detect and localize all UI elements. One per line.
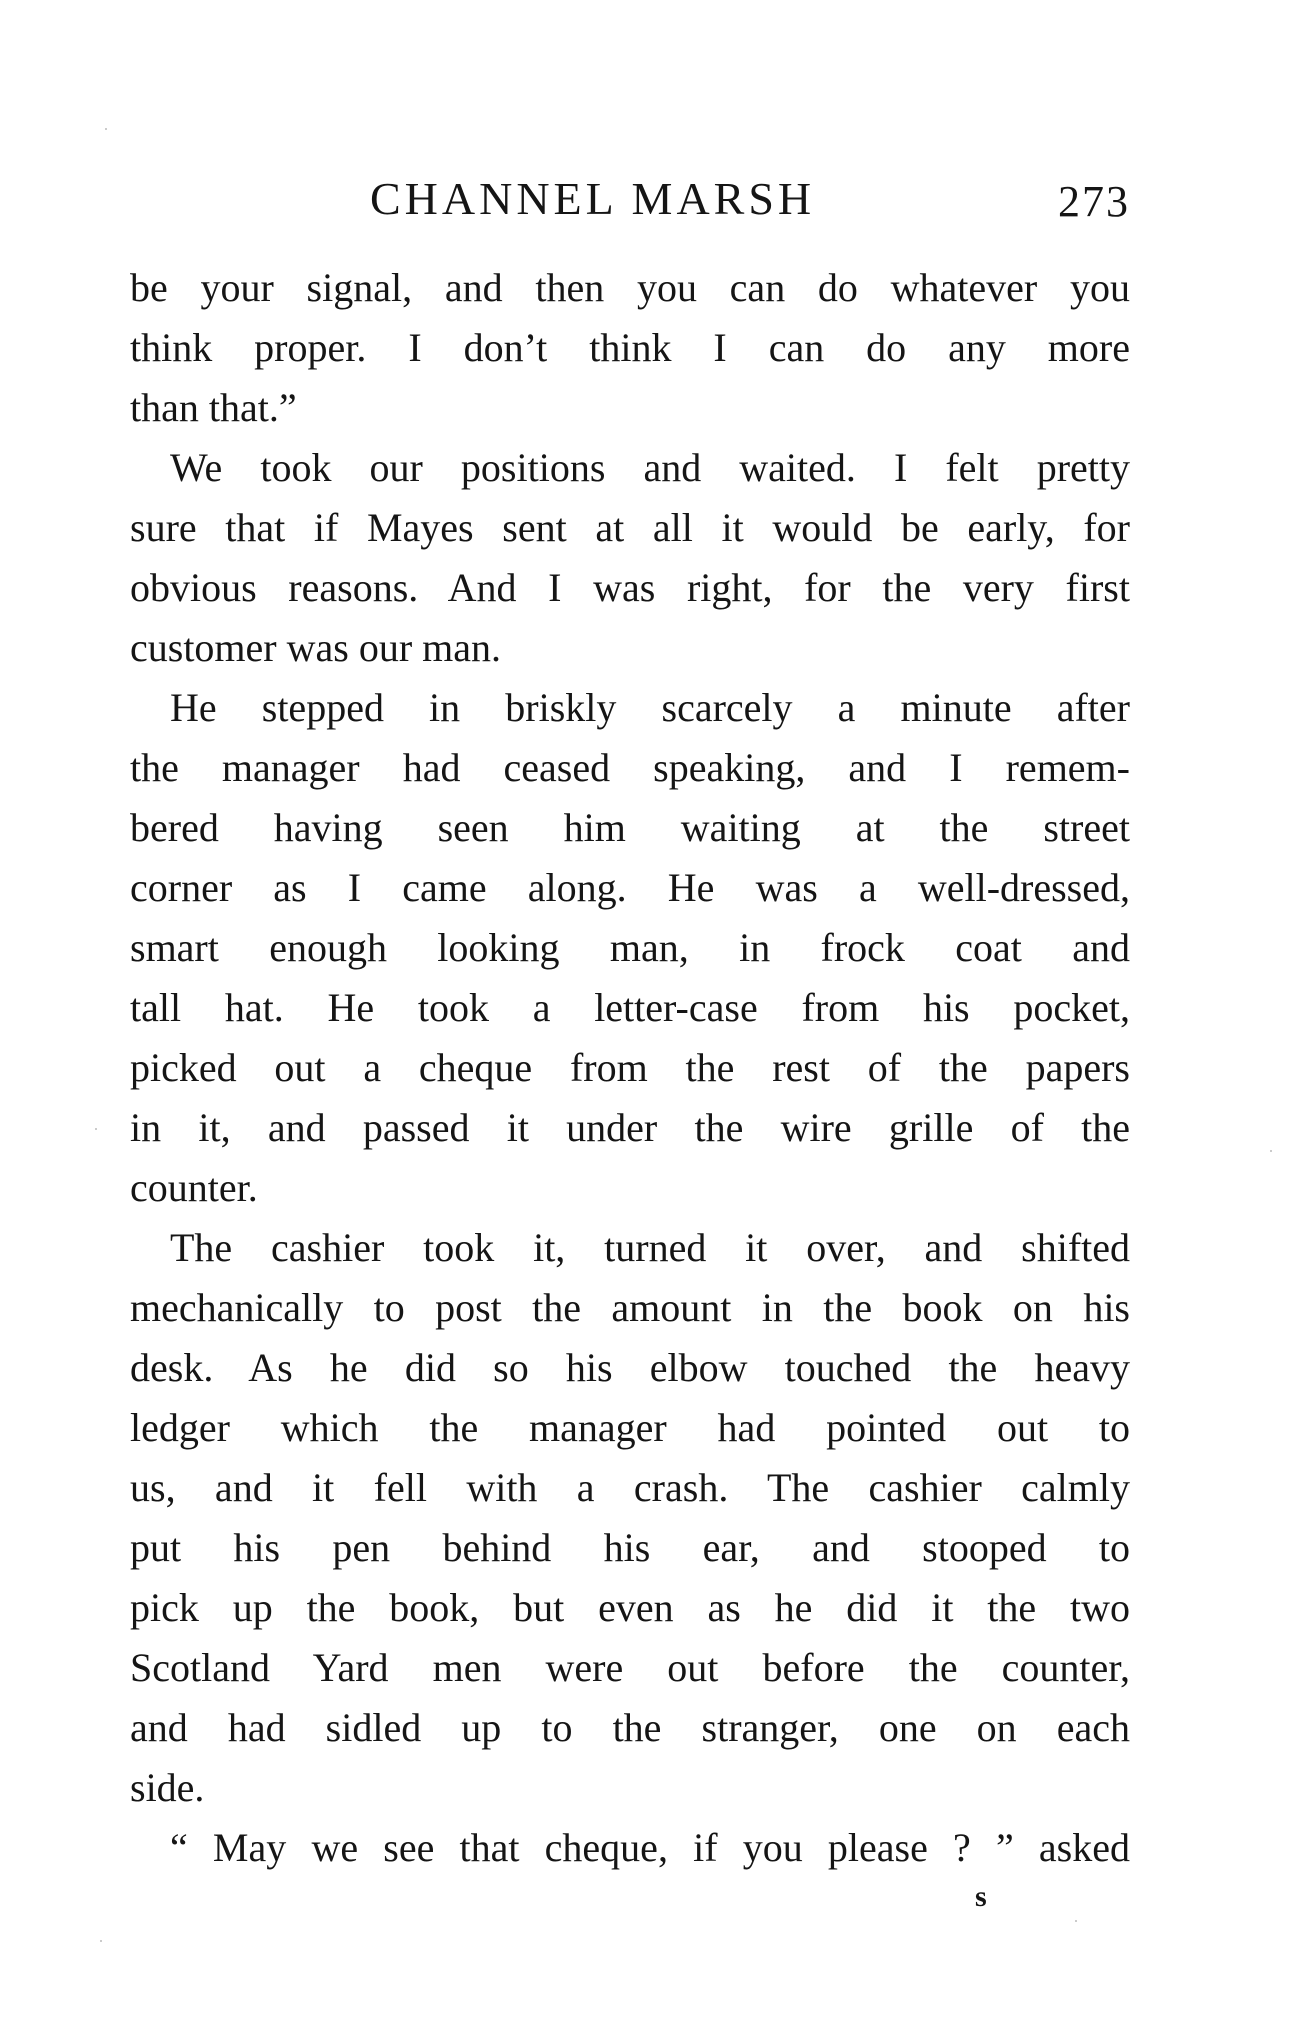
text-line: us, and it fell with a crash. The cashier calmly	[130, 1465, 1130, 1510]
page-header	[130, 172, 1130, 232]
text-line: bered having seen him waiting at the street	[130, 805, 1130, 850]
text-line: customer was our man.	[130, 625, 502, 670]
text-line: picked out a cheque from the rest of the papers	[130, 1045, 1130, 1090]
body-text	[130, 258, 1130, 1878]
text-line: put his pen behind his ear, and stooped to	[130, 1525, 1130, 1570]
text-line: smart enough looking man, in frock coat and	[130, 925, 1130, 970]
text-line: desk. As he did so his elbow touched the heavy	[130, 1345, 1130, 1390]
paper-speck	[95, 1128, 97, 1130]
text-line: and had sidled up to the stranger, one on each	[130, 1705, 1130, 1750]
running-title: CHANNEL MARSH	[370, 173, 816, 224]
text-line: “ May we see that cheque, if you please ? ” asked	[170, 1825, 1130, 1870]
paper-speck	[1270, 1150, 1272, 1152]
text-line: counter.	[130, 1165, 258, 1210]
paper-speck	[100, 1940, 102, 1942]
text-line: than that.”	[130, 385, 297, 430]
text-line: mechanically to post the amount in the book on his	[130, 1285, 1130, 1330]
text-line: the manager had ceased speaking, and I remem-	[130, 745, 1130, 790]
text-line: be your signal, and then you can do whatever you	[130, 265, 1130, 310]
text-line: sure that if Mayes sent at all it would be early, for	[130, 505, 1130, 550]
text-line: side.	[130, 1765, 205, 1810]
text-line: He stepped in briskly scarcely a minute after	[170, 685, 1130, 730]
paper-speck	[105, 128, 107, 130]
text-line: pick up the book, but even as he did it the two	[130, 1585, 1130, 1630]
page-number: 273	[1058, 177, 1130, 226]
text-line: We took our positions and waited. I felt pretty	[170, 445, 1130, 490]
text-line: ledger which the manager had pointed out to	[130, 1405, 1130, 1450]
text-line: think proper. I don’t think I can do any more	[130, 325, 1130, 370]
paper-speck	[1075, 1920, 1077, 1922]
text-line: corner as I came along. He was a well-dressed,	[130, 865, 1130, 910]
signature-mark: s	[975, 1880, 987, 1913]
text-line: obvious reasons. And I was right, for the very first	[130, 565, 1130, 610]
text-line: The cashier took it, turned it over, and shifted	[170, 1225, 1130, 1270]
text-line: tall hat. He took a letter-case from his pocket,	[130, 985, 1130, 1030]
text-line: in it, and passed it under the wire grille of the	[130, 1105, 1130, 1150]
text-line: Scotland Yard men were out before the counter,	[130, 1645, 1130, 1690]
